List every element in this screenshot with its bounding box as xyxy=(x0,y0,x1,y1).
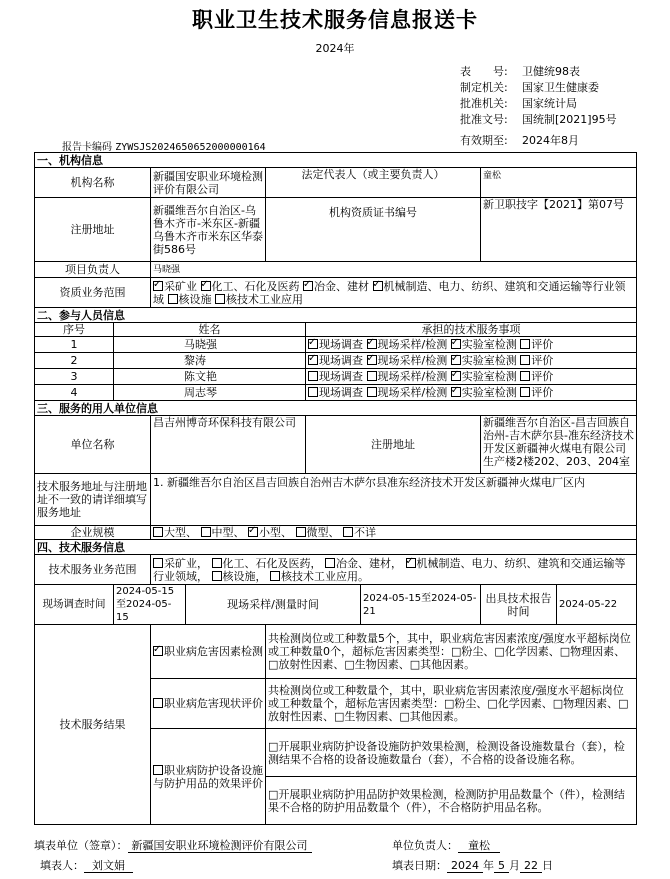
unit-head: 单位负责人： 童松 xyxy=(392,837,500,853)
size-label: 企业规模 xyxy=(35,526,151,540)
person-row: 1 马晓强 ✓ 现场调查 ✓ 现场采样/检测 ✓ 实验室检测 评价 xyxy=(35,337,637,353)
result-label: 技术服务结果 xyxy=(35,625,151,825)
checkbox[interactable] xyxy=(153,281,163,291)
report-time-label: 出具技术报告时间 xyxy=(481,585,557,625)
org-address: 新疆维吾尔自治区-乌鲁木齐市-米东区-新疆乌鲁木齐市米东区华泰街586号 xyxy=(151,198,266,262)
unit-name-label: 单位名称 xyxy=(35,416,151,474)
checkbox[interactable] xyxy=(168,294,178,304)
person-row: 4 周志琴 现场调查 现场采样/检测 ✓ 实验室检测 评价 xyxy=(35,385,637,401)
checkbox[interactable] xyxy=(373,281,383,291)
service-address-label: 技术服务地址与注册地址不一致的请详细填写服务地址 xyxy=(35,474,151,526)
service-scope: 采矿业， 化工、石化及医药， 冶金、建材， ✓机械制造、电力、纺织、建筑和交通运输等行业领域， 核设施， 核技术工业应用。 xyxy=(151,555,637,585)
task-checkboxes: 现场调查 现场采样/检测 ✓ 实验室检测 评价 xyxy=(306,385,637,401)
org-name-label: 机构名称 xyxy=(35,168,151,198)
org-name: 新疆国安职业环境检测评价有限公司 xyxy=(151,168,266,198)
qualification-scope: ✓ 采矿业 ✓ 化工、石化及医药 ✓ 冶金、建材 ✓ 机械制造、电力、纺织、建筑和交通运输等行业领域 核设施 核技术工业应用 xyxy=(151,278,637,308)
task-checkboxes: ✓ 现场调查 ✓ 现场采样/检测 ✓ 实验室检测 评价 xyxy=(306,337,637,353)
fill-unit: 填表单位（签章）： 新疆国安职业环境检测评价有限公司 xyxy=(34,837,312,853)
unit-name: 昌吉州博奇环保科技有限公司 xyxy=(151,416,306,474)
service-address: 1. 新疆维吾尔自治区昌吉回族自治州吉木萨尔县准东经济技术开发区新疆神火煤电厂区内 xyxy=(151,474,637,526)
meta-row: 表 号: 卫健统98表 xyxy=(460,65,580,78)
service-scope-label: 技术服务业务范围 xyxy=(35,555,151,585)
report-code: 报告卡编码 ZYWSJS2024650652000000164 xyxy=(62,142,266,153)
info-table xyxy=(34,152,637,825)
result-type-3: 职业病防护设备设施与防护用品的效果评价 xyxy=(151,729,266,825)
legal-rep-label: 法定代表人（或主要负责人） xyxy=(266,168,481,198)
person-row: 2 黎涛 ✓ 现场调查 ✓ 现场采样/检测 ✓ 实验室检测 评价 xyxy=(35,353,637,369)
meta-row: 制定机关: 国家卫生健康委 xyxy=(460,81,599,94)
scope-label: 资质业务范围 xyxy=(35,278,151,308)
checkbox[interactable] xyxy=(215,294,225,304)
col-no: 序号 xyxy=(35,323,114,337)
result-text-3a: □开展职业病防护设备设施防护效果检测，检测设备设施数量台（套），检测结果不合格的设备设施数量台（套），不合格的设备设施名称。 xyxy=(266,729,637,777)
meta-row: 批准机关: 国家统计局 xyxy=(460,97,577,110)
form-meta xyxy=(460,64,617,128)
result-text-3b: □开展职业病防护用品防护效果检测，检测防护用品数量个（件），检测结果不合格的防护用品数量个（件），不合格防护用品名称。 xyxy=(266,777,637,825)
result-type-1: ✓职业病危害因素检测 xyxy=(151,625,266,679)
task-checkboxes: 现场调查 现场采样/检测 ✓ 实验室检测 评价 xyxy=(306,369,637,385)
unit-address: 新疆维吾尔自治区-昌吉回族自治州-吉木萨尔县-准东经济技术开发区新疆神火煤电有限公司生产楼2楼202、203、204室 xyxy=(481,416,637,474)
section-4-header: 四、技术服务信息 xyxy=(35,540,637,555)
manager-label: 项目负责人 xyxy=(35,262,151,278)
legal-rep: 童松 xyxy=(481,168,637,198)
sampling-time-label: 现场采样/测量时间 xyxy=(186,585,361,625)
meta-expiry: 有效期至: 2024年8月 xyxy=(460,134,579,147)
meta-row: 批准文号: 国统制[2021]95号 xyxy=(460,113,617,126)
result-text-1: 共检测岗位或工种数量5个，其中，职业病危害因素浓度/强度水平超标岗位或工种数量0个，超标危害因素类型：□粉尘、□化学因素、□物理因素、□放射性因素、□生物因素、□其他因素。 xyxy=(266,625,637,679)
enterprise-size: 大型、 中型、 ✓小型、 微型、 不详 xyxy=(151,526,637,540)
survey-time-label: 现场调查时间 xyxy=(35,585,114,625)
report-time: 2024-05-22 xyxy=(557,585,637,625)
sampling-time: 2024-05-15至2024-05-21 xyxy=(361,585,481,625)
col-name: 姓名 xyxy=(114,323,306,337)
person-row: 3 陈文艳 现场调查 现场采样/检测 ✓ 实验室检测 评价 xyxy=(35,369,637,385)
task-checkboxes: ✓ 现场调查 ✓ 现场采样/检测 ✓ 实验室检测 评价 xyxy=(306,353,637,369)
address-label: 注册地址 xyxy=(35,198,151,262)
unit-address-label: 注册地址 xyxy=(306,416,481,474)
col-task: 承担的技术服务事项 xyxy=(306,323,637,337)
survey-time: 2024-05-15至2024-05-15 xyxy=(114,585,186,625)
cert-label: 机构资质证书编号 xyxy=(266,198,481,262)
filler: 填表人： 刘文娟 xyxy=(40,857,133,873)
form-title: 职业卫生技术服务信息报送卡 xyxy=(192,8,478,32)
section-3-header: 三、服务的用人单位信息 xyxy=(35,401,637,416)
section-1-header: 一、机构信息 xyxy=(35,153,637,168)
section-2-header: 二、参与人员信息 xyxy=(35,308,637,323)
fill-date: 填表日期： 2024 年 5 月 22 日 xyxy=(392,859,553,872)
checkbox[interactable] xyxy=(303,281,313,291)
cert-number: 新卫职技字【2021】第07号 xyxy=(481,198,637,262)
result-type-2: 职业病危害现状评价 xyxy=(151,679,266,729)
result-text-2: 共检测岗位或工种数量个，其中，职业病危害因素浓度/强度水平超标岗位或工种数量个，超标危害因素类型：□粉尘、□化学因素、□物理因素、□放射性因素、□生物因素、□其他因素。 xyxy=(266,679,637,729)
manager: 马晓强 xyxy=(151,262,637,278)
form-year: 2024年 xyxy=(315,42,355,55)
checkbox[interactable] xyxy=(201,281,211,291)
